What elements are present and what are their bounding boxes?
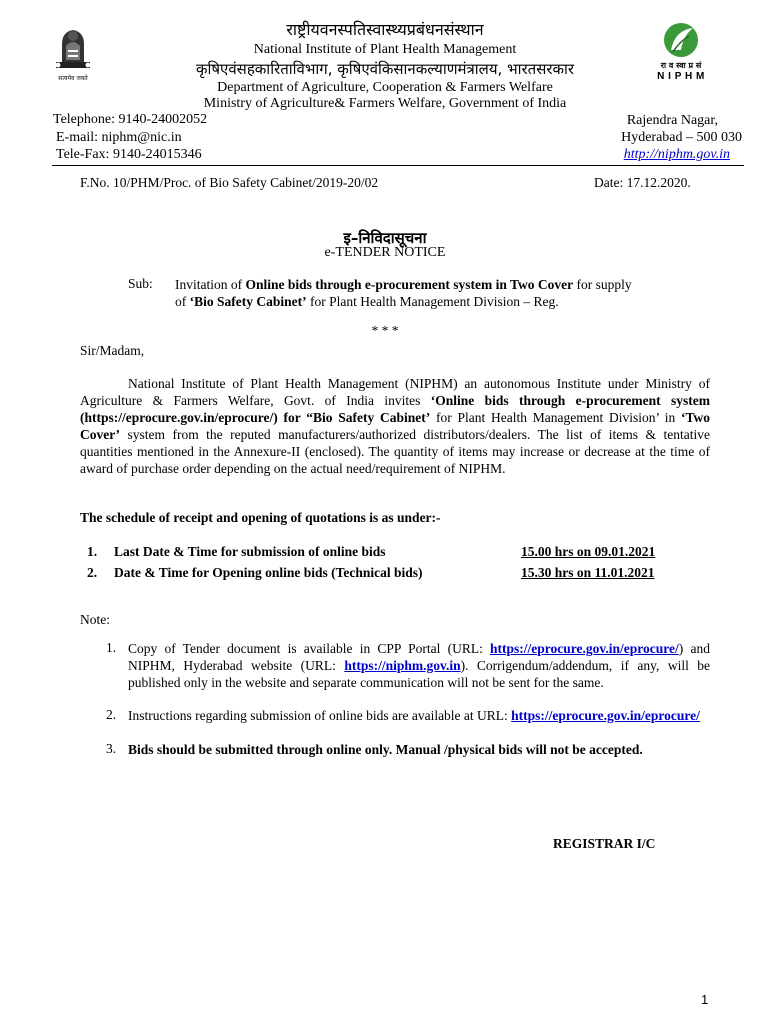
- leaf-logo-icon: [661, 22, 701, 58]
- separator-stars: * * *: [371, 323, 399, 338]
- national-emblem: [48, 22, 98, 80]
- niphm-website-link[interactable]: https://niphm.gov.in: [344, 658, 461, 673]
- niphm-logo: [650, 22, 712, 86]
- note-item-1: Copy of Tender document is available in CPP Portal (URL: https://eprocure.gov.in/eprocure/) and NIPHM, Hyderabad website (URL: https://niphm.gov.in). Corrigendum/addendum, if any, will be published only in the website and separate communication will not be sent for the same.: [128, 641, 710, 690]
- body-paragraph: National Institute of Plant Health Management (NIPHM) an autonomous Institute under Ministry of Agriculture & Farmers Welfare, Govt. of India invites ‘Online bids through e-procurement system (https://eprocure.gov.in/eprocure/) for “Bio Safety Cabinet’ for Plant Health Management Division’ in ‘Two Cover’ system from the reputed manufacturers/authorized distributors/dealers. The list of items & tentative quantities mentioned in the Annexure-II (enclosed). The quantity of items may increase or decrease at the time of award of purchase order depending on the actual need/requirement of NIPHM.: [80, 376, 711, 476]
- org-name-hindi: राष्ट्रीयवनस्पतिस्वास्थ्यप्रबंधनसंस्थान: [286, 20, 484, 39]
- subject-text: Invitation of Online bids through e-procurement system in Two Cover for supply of ‘Bio Safety Cabinet’ for Plant Health Management Division – Reg.: [175, 277, 632, 309]
- title-english: e-TENDER NOTICE: [324, 245, 446, 260]
- schedule-row: 2. Date & Time for Opening online bids (Technical bids) 15.30 hrs on 11.01.2021: [87, 565, 655, 580]
- signature: REGISTRAR I/C: [553, 836, 656, 851]
- schedule-heading: The schedule of receipt and opening of quotations is as under:-: [80, 510, 441, 525]
- salutation: Sir/Madam,: [80, 343, 145, 358]
- logo-english-text: N I P H M: [657, 71, 705, 82]
- note-number: 2.: [106, 707, 117, 722]
- telephone: Telephone: 9140-24002052: [53, 112, 208, 127]
- address-line-2: Hyderabad – 500 030: [621, 130, 742, 145]
- ministry-line: Ministry of Agriculture& Farmers Welfare, Government of India: [203, 96, 567, 111]
- note-number: 3.: [106, 741, 117, 756]
- department-line: Department of Agriculture, Cooperation & Farmers Welfare: [217, 80, 553, 95]
- notice-date: Date: 17.12.2020.: [594, 175, 691, 190]
- eprocure-link[interactable]: https://eprocure.gov.in/eprocure/: [511, 708, 700, 723]
- org-name-english: National Institute of Plant Health Management: [253, 42, 517, 57]
- page-number: 1: [701, 992, 709, 1007]
- subject-label: Sub:: [128, 276, 153, 291]
- telefax: Tele-Fax: 9140-24015346: [56, 147, 202, 162]
- lion-capital-icon: [48, 22, 98, 72]
- note-item-3: Bids should be submitted through online only. Manual /physical bids will not be accepted.: [128, 742, 643, 757]
- address-line-1: Rajendra Nagar,: [626, 113, 718, 128]
- header-divider: [52, 165, 744, 166]
- note-number: 1.: [106, 640, 117, 655]
- note-item-2: Instructions regarding submission of online bids are available at URL: https://eprocure.gov.in/eprocure/: [128, 708, 700, 723]
- website-link[interactable]: http://niphm.gov.in: [623, 147, 730, 162]
- email: E-mail: niphm@nic.in: [56, 130, 182, 145]
- ministry-name-hindi: कृषिएवंसहकारिताविभाग, कृषिएवंकिसानकल्याणमंत्रालय, भारतसरकार: [195, 60, 575, 78]
- emblem-motto: सत्यमेव जयते: [58, 75, 88, 82]
- cpp-portal-link[interactable]: https://eprocure.gov.in/eprocure/: [490, 641, 679, 656]
- note-label: Note:: [80, 612, 110, 627]
- file-number: F.No. 10/PHM/Proc. of Bio Safety Cabinet/2019-20/02: [80, 175, 379, 190]
- logo-hindi-text: रा व स्वा प्र सं: [660, 61, 702, 70]
- title-hindi: इ–निविदासूचना: [343, 229, 427, 247]
- schedule-row: 1. Last Date & Time for submission of online bids 15.00 hrs on 09.01.2021: [87, 544, 656, 559]
